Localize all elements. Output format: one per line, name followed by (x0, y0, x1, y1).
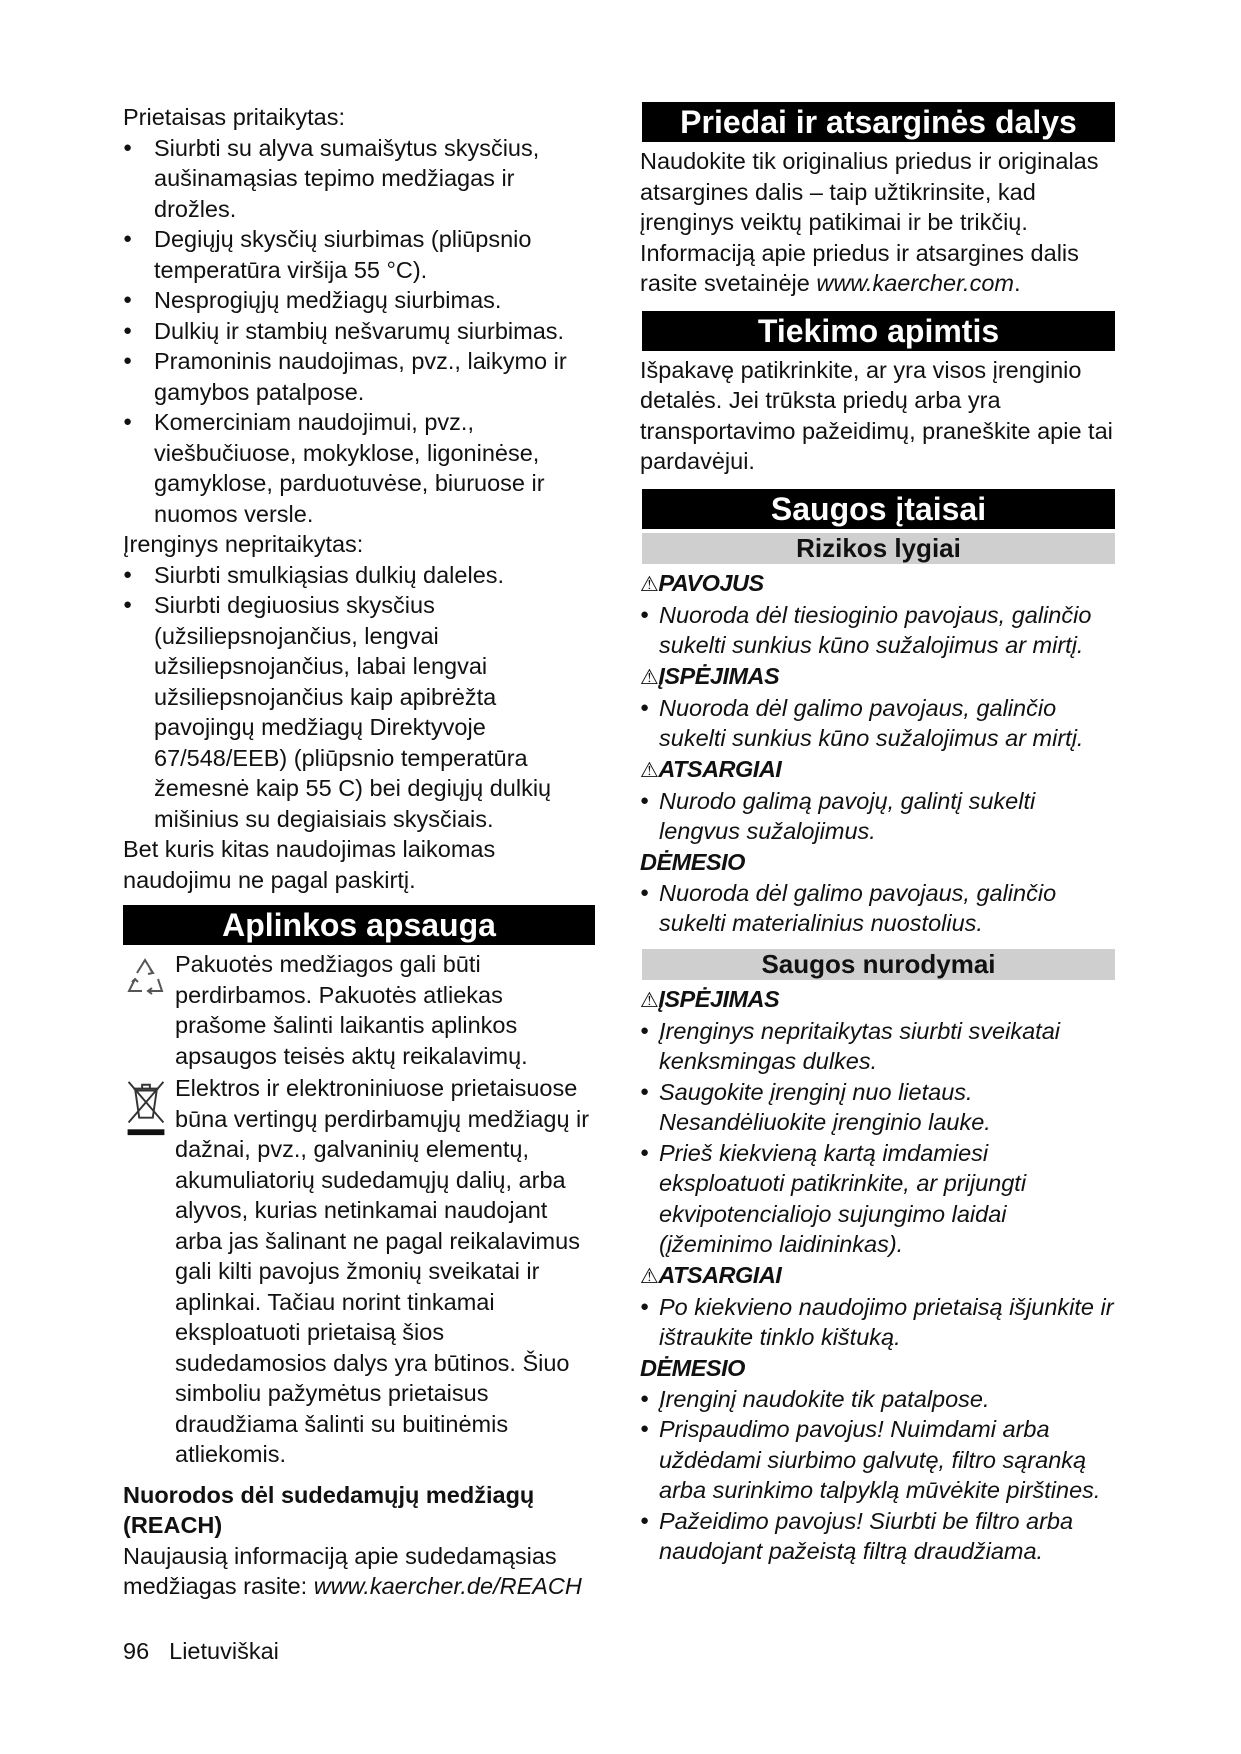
warning-triangle-icon: ⚠ (640, 758, 659, 782)
warning-triangle-icon: ⚠ (640, 1264, 659, 1288)
warning-list (640, 693, 1120, 754)
list-item: ● Nuoroda dėl galimo pavojaus, galinčio sukelti materialinius nuostolius. (640, 878, 1120, 939)
danger-label-text: PAVOJUS (658, 569, 764, 596)
accessories-link[interactable]: www.kaercher.com (816, 270, 1014, 296)
accessories-text: Naudokite tik originalius priedus ir originalas atsargines dalis – taip užtikrinsite, kad įrenginys veiktų patikimai ir be trikčių. Informaciją apie priedus ir atsargines dalis rasite svetainėje (640, 148, 1099, 296)
left-column (123, 102, 595, 1602)
danger-list (640, 600, 1120, 661)
list-item: ● Siurbti su alyva sumaišytus skysčius, aušinamąsias tepimo medžiagas ir drožles. (123, 133, 595, 225)
list-item: ● Po kiekvieno naudojimo prietaisą išjunkite ir ištraukite tinklo kištuką. (640, 1292, 1120, 1353)
list-item: ● Nesprogiųjų medžiagų siurbimas. (123, 285, 595, 316)
reach-text: Naujausią informaciją apie sudedamąsias medžiagas rasite: (123, 1542, 557, 1599)
reach-link[interactable]: www.kaercher.de/REACH (313, 1573, 582, 1599)
notice-list (640, 878, 1120, 939)
list-item: ● Siurbti degiuosius skysčius (užsiliepsnojančius, lengvai užsiliepsnojančius, labai lengvai užsiliepsnojančius kaip apibrėžta pavojingų medžiagų Direktyvoje 67/548/EEB) (pliūpsnio temperatūra žemesnė kaip 55 C) bei degiųjų dulkių mišinius su degiaisiais skysčiais. (123, 590, 595, 834)
footer-language: Lietuviškai (169, 1638, 279, 1664)
electronics-paragraph (123, 1073, 595, 1470)
crossed-bin-icon (123, 1077, 169, 1139)
list-item: ● Pažeidimo pavojus! Siurbti be filtro arba naudojant pažeistą filtrą draudžiama. (640, 1506, 1120, 1567)
reach-paragraph (123, 1541, 595, 1602)
notice-label: DĖMESIO (640, 848, 745, 875)
instr-caution-label (640, 1260, 1120, 1292)
warning-label (640, 661, 1120, 693)
list-item: ● Nurodo galimą pavojų, galintį sukelti lengvus sužalojimus. (640, 786, 1120, 847)
other-use-note: Bet kuris kitas naudojimas laikomas naudojimu ne pagal paskirtį. (123, 836, 496, 893)
not-suitable-list (123, 560, 595, 835)
list-item: ● Degiųjų skysčių siurbimas (pliūpsnio temperatūra viršija 55 °C). (123, 224, 595, 285)
page-number: 96 (123, 1638, 150, 1664)
packaging-text: Pakuotės medžiagos gali būti perdirbamos. Pakuotės atliekas prašome šalinti laikantis aplinkos apsaugos teisės aktų reikalavimų. (175, 951, 528, 1069)
page-footer (123, 1636, 279, 1667)
recycle-icon (123, 953, 169, 1001)
caution-label-text: ATSARGIAI (658, 755, 782, 782)
danger-label (640, 568, 1120, 600)
instr-caution-label-text: ATSARGIAI (658, 1261, 782, 1288)
list-item: ● Siurbti smulkiąsias dulkių daleles. (123, 560, 595, 591)
safety-devices-heading: Saugos įtaisai (642, 489, 1115, 529)
list-item: ● Prieš kiekvieną kartą imdamiesi eksploatuoti patikrinkite, ar prijungti ekvipotencialiojo sujungimo laidai (įžeminimo laidininkas). (640, 1138, 1120, 1260)
instr-warning-list (640, 1016, 1120, 1260)
list-item: ● Nuoroda dėl galimo pavojaus, galinčio sukelti sunkius kūno sužalojimus ar mirtį. (640, 693, 1120, 754)
instr-warning-label-text: ĮSPĖJIMAS (658, 985, 780, 1012)
environment-heading: Aplinkos apsauga (123, 905, 595, 945)
warning-triangle-icon: ⚠ (640, 988, 659, 1012)
list-item: ● Prispaudimo pavojus! Nuimdami arba uždėdami siurbimo galvutę, filtro sąranką arba surinkimo talpyklą mūvėkite pirštines. (640, 1414, 1120, 1506)
instr-notice-label: DĖMESIO (640, 1354, 745, 1381)
list-item: ● Saugokite įrenginį nuo lietaus. Nesandėliuokite įrenginio lauke. (640, 1077, 1120, 1138)
not-suitable-intro: Įrenginys nepritaikytas: (123, 531, 364, 557)
warning-label-text: ĮSPĖJIMAS (658, 662, 780, 689)
safety-instructions-heading: Saugos nurodymai (642, 949, 1115, 980)
suitable-list (123, 133, 595, 530)
caution-label (640, 754, 1120, 786)
instr-caution-list (640, 1292, 1120, 1353)
list-item: ● Komerciniam naudojimui, pvz., viešbučiuose, mokyklose, ligoninėse, gamyklose, parduotuvėse, biuruose ir nuomos versle. (123, 407, 595, 529)
list-item: ● Dulkių ir stambių nešvarumų siurbimas. (123, 316, 595, 347)
electronics-text: Elektros ir elektroniniuose prietaisuose būna vertingų perdirbamųjų medžiagų ir dažnai, pvz., galvaninių elementų, akumuliatorių sudedamųjų dalių, arba alyvos, kurias netinkamai naudojant arba jas šalinant ne pagal reikalavimus gali kilti pavojus žmonių sveikatai ir aplinkai. Tačiau norint tinkamai eksploatuoti prietaisą šios sudedamosios dalys yra būtinos. Šiuo simboliu pažymėtus prietaisus draudžiama šalinti su buitinėmis atliekomis. (175, 1075, 590, 1467)
warning-triangle-icon: ⚠ (640, 572, 659, 596)
caution-list (640, 786, 1120, 847)
scope-heading: Tiekimo apimtis (642, 311, 1115, 351)
list-item: ● Nuoroda dėl tiesioginio pavojaus, galinčio sukelti sunkius kūno sužalojimus ar mirtį. (640, 600, 1120, 661)
list-item: ● Įrenginys nepritaikytas siurbti sveikatai kenksmingas dulkes. (640, 1016, 1120, 1077)
reach-heading: Nuorodos dėl sudedamųjų medžiagų (REACH) (123, 1481, 535, 1538)
list-item: ● Pramoninis naudojimas, pvz., laikymo ir gamybos patalpose. (123, 346, 595, 407)
scope-text: Išpakavę patikrinkite, ar yra visos įrenginio detalės. Jei trūksta priedų arba yra transportavimo pažeidimų, praneškite apie tai pardavėjui. (640, 356, 1113, 474)
risk-levels-heading: Rizikos lygiai (642, 533, 1115, 564)
right-column (640, 102, 1120, 1567)
warning-triangle-icon: ⚠ (640, 665, 659, 689)
intended-use-intro: Prietaisas pritaikytas: (123, 104, 346, 130)
accessories-paragraph (640, 146, 1120, 299)
packaging-paragraph (123, 949, 595, 1071)
list-item: ● Įrenginį naudokite tik patalpose. (640, 1384, 1120, 1415)
accessories-end: . (1013, 270, 1021, 296)
instr-notice-list (640, 1384, 1120, 1567)
instr-warning-label (640, 984, 1120, 1016)
accessories-heading: Priedai ir atsarginės dalys (642, 102, 1115, 142)
